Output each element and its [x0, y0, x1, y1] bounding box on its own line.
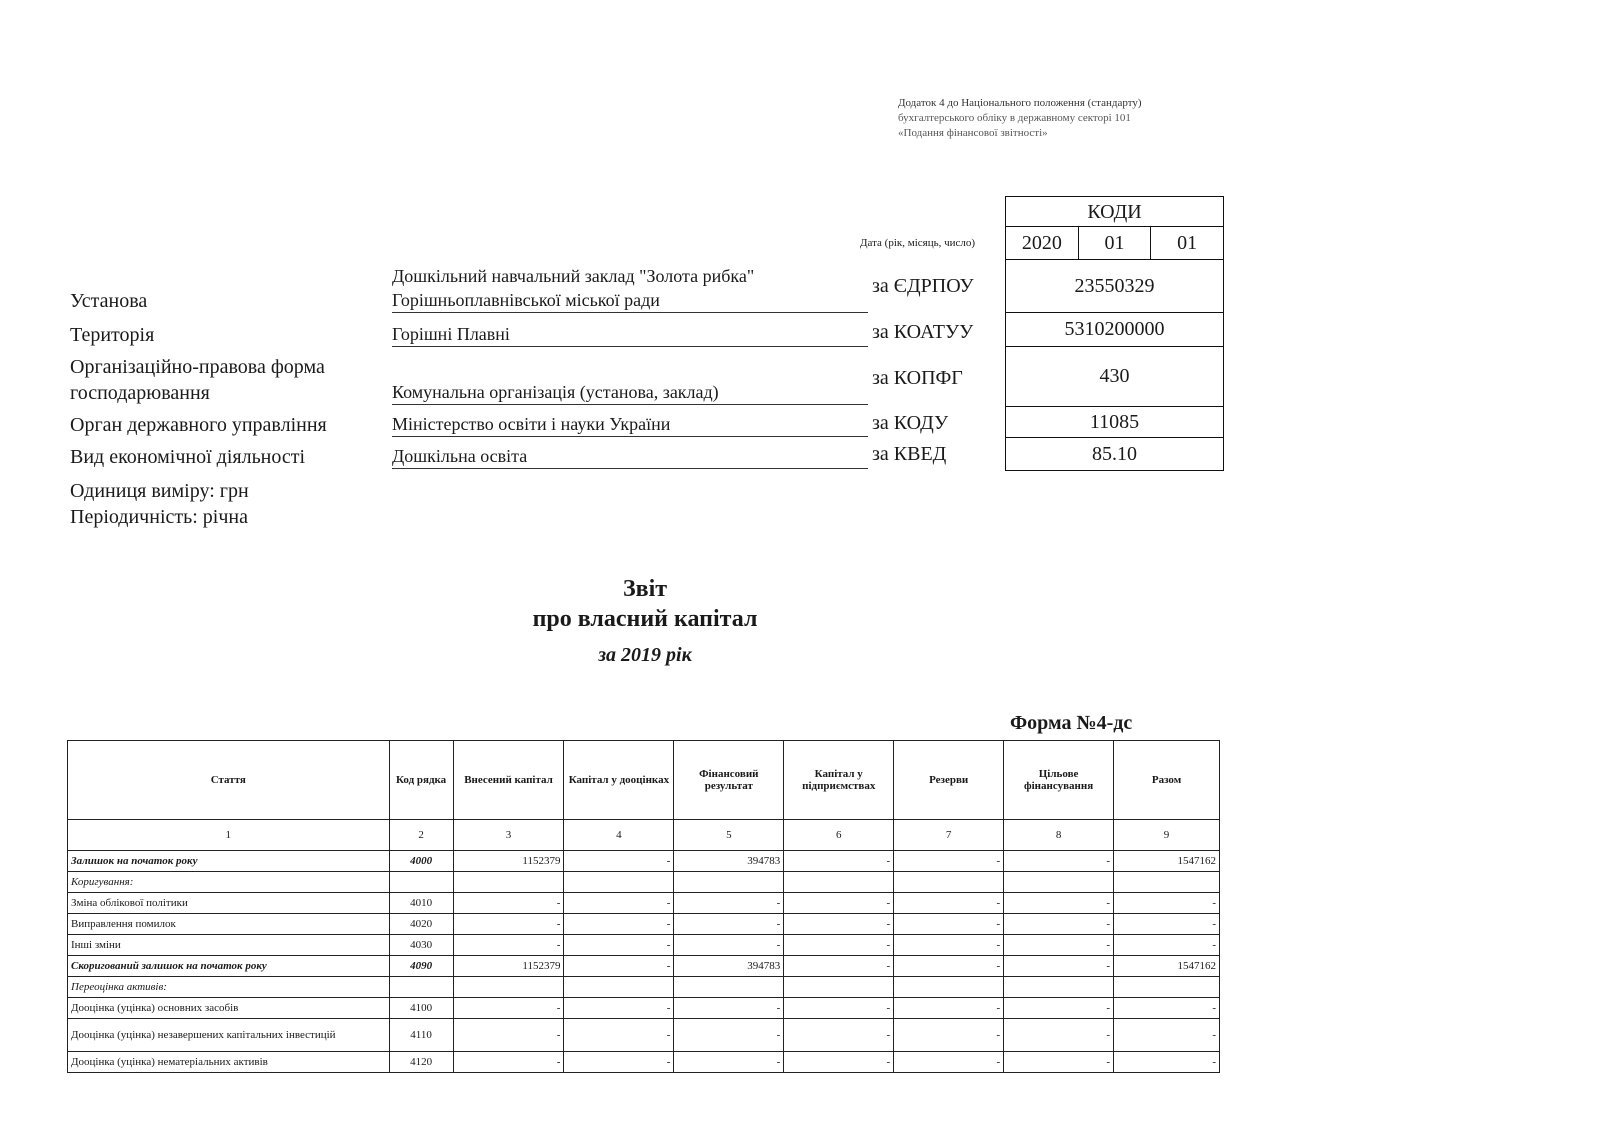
cell: - [894, 893, 1004, 914]
row-name: Виправлення помилок [68, 914, 390, 935]
cell [784, 977, 894, 998]
row-name: Зміна облікової політики [68, 893, 390, 914]
cell: 1152379 [453, 956, 564, 977]
cell: - [564, 956, 674, 977]
authority-label: Орган державного управління [70, 414, 327, 436]
row-name: Дооцінка (уцінка) основних засобів [68, 998, 390, 1019]
cell: 1547162 [1114, 956, 1220, 977]
row-code: 4020 [389, 914, 453, 935]
cell: - [784, 914, 894, 935]
cell: - [1004, 956, 1114, 977]
cell: - [1114, 1019, 1220, 1052]
cell: - [564, 1052, 674, 1073]
cell [894, 977, 1004, 998]
row-code: 4090 [389, 956, 453, 977]
row-code: 4030 [389, 935, 453, 956]
cell: - [453, 935, 564, 956]
regulation-note [898, 96, 1142, 141]
row-code [389, 872, 453, 893]
table-row [68, 893, 1220, 914]
form-number: Форма №4-дс [1010, 712, 1133, 734]
orgform-label-2: господарювання [70, 382, 210, 404]
cell: - [674, 1019, 784, 1052]
col-num: 8 [1004, 820, 1114, 851]
code-kodu: 11085 [1006, 407, 1223, 438]
code-edrpou: 23550329 [1006, 260, 1223, 313]
activity-label: Вид економічної діяльності [70, 446, 306, 468]
table-row [68, 1019, 1220, 1052]
cell [674, 872, 784, 893]
cell [1114, 977, 1220, 998]
cell: - [453, 1052, 564, 1073]
cell: - [784, 851, 894, 872]
col-num: 2 [389, 820, 453, 851]
cell: - [674, 1052, 784, 1073]
table-row [68, 956, 1220, 977]
za-kodu-label: за КОДУ [872, 412, 949, 434]
row-name: Дооцінка (уцінка) незавершених капітальних інвестицій [68, 1019, 390, 1052]
cell: - [674, 998, 784, 1019]
header-target-financing: Цільове фінансування [1004, 741, 1114, 820]
cell: - [1004, 851, 1114, 872]
header-reserves: Резерви [894, 741, 1004, 820]
col-num: 1 [68, 820, 390, 851]
za-kopfg-label: за КОПФГ [872, 367, 963, 389]
cell [1004, 872, 1114, 893]
header-total: Разом [1114, 741, 1220, 820]
cell: - [894, 935, 1004, 956]
cell: - [894, 1019, 1004, 1052]
cell: - [894, 956, 1004, 977]
cell: - [453, 914, 564, 935]
header-contributed: Внесений капітал [453, 741, 564, 820]
cell: 1152379 [453, 851, 564, 872]
cell: - [1114, 998, 1220, 1019]
column-number-row [68, 820, 1220, 851]
code-koatuu: 5310200000 [1006, 313, 1223, 347]
cell: - [784, 1052, 894, 1073]
institution-label: Установа [70, 290, 148, 312]
cell: - [564, 998, 674, 1019]
cell: - [564, 935, 674, 956]
cell: - [1114, 935, 1220, 956]
date-day: 01 [1177, 232, 1198, 254]
cell: - [894, 851, 1004, 872]
row-name: Залишок на початок року [68, 851, 390, 872]
row-code: 4100 [389, 998, 453, 1019]
row-code: 4120 [389, 1052, 453, 1073]
col-num: 4 [564, 820, 674, 851]
row-code: 4000 [389, 851, 453, 872]
code-kopfg: 430 [1006, 347, 1223, 407]
note-line-1: Додаток 4 до Національного положення (стандарту) [898, 97, 1142, 109]
territory-label: Територія [70, 324, 155, 346]
cell [674, 977, 784, 998]
row-code [389, 977, 453, 998]
cell: - [674, 914, 784, 935]
orgform-label-1: Організаційно-правова форма [70, 356, 325, 378]
cell [1004, 977, 1114, 998]
cell: - [784, 998, 894, 1019]
cell: 394783 [674, 851, 784, 872]
cell: - [674, 893, 784, 914]
date-year: 2020 [1006, 227, 1079, 259]
cell: - [784, 935, 894, 956]
cell: - [674, 935, 784, 956]
cell: - [453, 998, 564, 1019]
cell: - [1114, 1052, 1220, 1073]
cell: - [453, 1019, 564, 1052]
cell: 394783 [674, 956, 784, 977]
col-num: 5 [674, 820, 784, 851]
cell: - [1004, 1052, 1114, 1073]
cell: - [453, 893, 564, 914]
row-name: Дооцінка (уцінка) нематеріальних активів [68, 1052, 390, 1073]
cell: - [894, 998, 1004, 1019]
equity-table [67, 740, 1220, 1073]
cell [453, 977, 564, 998]
header-revaluation: Капітал у дооцінках [564, 741, 674, 820]
report-period: за 2019 рік [598, 644, 692, 666]
report-title: Звіт [622, 576, 668, 602]
table-row [68, 1052, 1220, 1073]
col-num: 7 [894, 820, 1004, 851]
za-edrpou-label: за ЄДРПОУ [872, 275, 974, 297]
date-month: 01 [1079, 227, 1152, 259]
za-kved-label: за КВЕД [872, 443, 947, 465]
table-row [68, 998, 1220, 1019]
cell: - [564, 893, 674, 914]
table-row [68, 914, 1220, 935]
activity-value: Дошкільна освіта [392, 444, 868, 469]
cell [453, 872, 564, 893]
date-label: Дата (рік, місяць, число) [860, 237, 976, 249]
table-row [68, 977, 1220, 998]
table-header-row [68, 741, 1220, 820]
row-name: Переоцінка активів: [68, 977, 390, 998]
header-enterprises: Капітал у підприємствах [784, 741, 894, 820]
cell [784, 872, 894, 893]
row-name: Скоригований залишок на початок року [68, 956, 390, 977]
cell [1114, 872, 1220, 893]
cell: - [784, 893, 894, 914]
cell: - [564, 914, 674, 935]
table-row [68, 872, 1220, 893]
cell: - [1004, 893, 1114, 914]
date-cells [1006, 227, 1223, 260]
cell: - [564, 1019, 674, 1052]
header-financial-result: Фінансовий результат [674, 741, 784, 820]
cell: - [894, 914, 1004, 935]
col-num: 9 [1114, 820, 1220, 851]
institution-value [392, 264, 868, 313]
col-num: 6 [784, 820, 894, 851]
row-name: Коригування: [68, 872, 390, 893]
unit-label: Одиниця виміру: грн [70, 480, 249, 502]
cell: - [784, 956, 894, 977]
periodicity-label: Періодичність: річна [70, 506, 248, 528]
cell: - [1004, 914, 1114, 935]
row-name: Інші зміни [68, 935, 390, 956]
cell: 1547162 [1114, 851, 1220, 872]
note-line-3: «Подання фінансової звітності» [898, 127, 1048, 139]
institution-line-2: Горішньоплавнівської міської ради [392, 290, 660, 310]
cell [894, 872, 1004, 893]
note-line-2: бухгалтерського обліку в державному секторі 101 [898, 112, 1131, 124]
code-kved: 85.10 [1092, 442, 1137, 465]
codes-box [1005, 196, 1224, 471]
table-row [68, 851, 1220, 872]
cell: - [564, 851, 674, 872]
za-koatuu-label: за КОАТУУ [872, 321, 974, 343]
row-code: 4010 [389, 893, 453, 914]
orgform-value: Комунальна організація (установа, заклад) [392, 380, 868, 405]
cell [564, 977, 674, 998]
cell: - [1114, 893, 1220, 914]
cell: - [1114, 914, 1220, 935]
cell: - [784, 1019, 894, 1052]
report-subtitle: про власний капітал [532, 606, 758, 632]
cell: - [1004, 1019, 1114, 1052]
col-num: 3 [453, 820, 564, 851]
authority-value: Міністерство освіти і науки України [392, 412, 868, 437]
institution-line-1: Дошкільний навчальний заклад "Золота рибка" [392, 266, 755, 286]
territory-value: Горішні Плавні [392, 322, 868, 347]
cell: - [894, 1052, 1004, 1073]
header-code: Код рядка [389, 741, 453, 820]
row-code: 4110 [389, 1019, 453, 1052]
codes-header: КОДИ [1006, 197, 1223, 227]
cell: - [1004, 998, 1114, 1019]
table-row [68, 935, 1220, 956]
cell [564, 872, 674, 893]
cell: - [1004, 935, 1114, 956]
header-article: Стаття [68, 741, 390, 820]
